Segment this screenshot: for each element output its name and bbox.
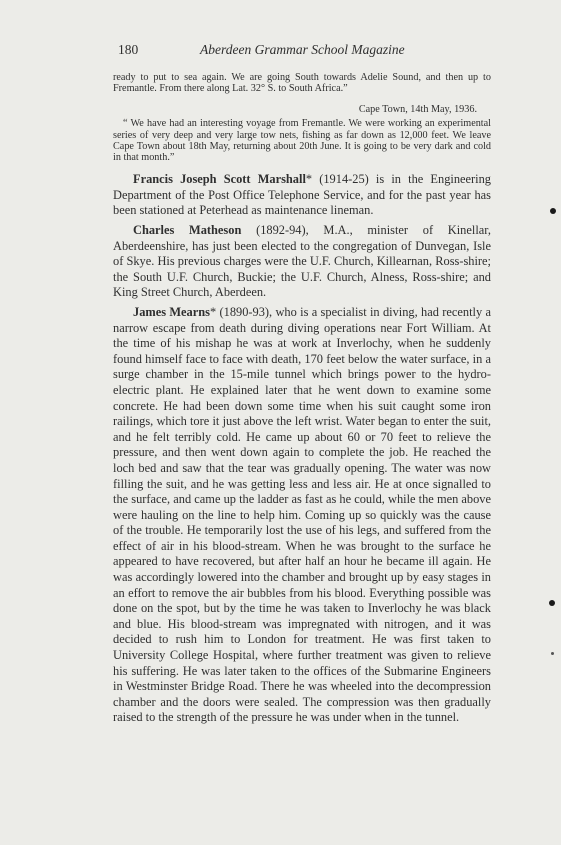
binding-hole-mark [550, 208, 556, 214]
entry-name: Francis Joseph Scott Marshall [133, 172, 306, 187]
letter-continuation: ready to put to sea again. We are going South towards Adelie Sound, and then up to Fremantle. From there along Lat. 32° S. to South Africa.” [113, 72, 491, 95]
entry-text: * (1890-93), who is a specialist in diving, had recently a narrow escape from death during diving operations near Fort William. At the time of his mishap he was at work at Inverlochy, when he suddenly found himself face to face with death, 170 feet below the water surface, in a surge chamber in the 15-mile tunnel which brings power to the hydro-electric plant. He explained later that he went down to examine some concrete. He had been down some time when his suit caught some iron railings, which tore it just above the left wrist. Water began to enter the suit, and he felt terribly cold. He came up about 60 or 70 feet to relieve the pressure, and then went down again to complete the job. He reached the loch bed and saw that the tear was gradually opening. The water was now filling the suit, and he was getting less and less air. He at once signalled to the surface, and came up the ladder as fast as he could, while the men above were hauling on the line to help him. Coming up so quickly was the cause of the trouble. He temporarily lost the use of his legs, and suffered from the effect of air in his blood-stream. When he was brought to the surface he appeared to have recovered, but after half an hour he became ill again. He was accordingly lowered into the chamber and brought up by easy stages in an effort to remove the air bubbles from his blood. Everything possible was done on the spot, but by the time he was taken to Inverlochy he was black and blue. His blood-stream was impregnated with nitrogen, and it was decided to rush him to London for treatment. He was first taken to University College Hospital, where further treatment was given to relieve his suffering. He was later taken to the offices of the Submarine Engineers in Westminster Bridge Road. There he was wheeled into the decompression chamber and the doors were sealed. The compression was then gradually raised to the strength of the pressure he was under when in the tunnel. [113, 304, 491, 725]
speck-mark [551, 652, 554, 655]
entry-name: James Mearns [133, 304, 210, 319]
entry-marshall [113, 172, 491, 219]
page-number: 180 [118, 42, 139, 57]
entry-text: * (1914-25) is in the Engineering Department of the Post Office Telephone Service, and for the past year has been stationed at Peterhead as maintenance lineman. [113, 172, 491, 218]
page-content [113, 72, 491, 726]
entry-text: (1892-94), M.A., minister of Kinellar, Aberdeenshire, has just been elected to the congregation of Dunvegan, Isle of Skye. His previous charges were the U.F. Church, Killearnan, Ross-shire; the South U.F. Church, Buckie; the U.F. Church, Alness, Ross-shire; and King Street Church, Aberdeen. [113, 223, 491, 300]
letter-body: “ We have had an interesting voyage from Fremantle. We were working an experimental series of very deep and very large tow nets, fishing as far down as 12,000 feet. We leave Cape Town about 18th May, returning about 20th June. It is going to be very dark and cold in that month.” [113, 118, 491, 164]
entry-mearns [113, 305, 491, 726]
magazine-title: Aberdeen Grammar School Magazine [200, 42, 405, 57]
binding-hole-mark [549, 600, 555, 606]
entry-name: Charles Matheson [133, 223, 242, 237]
letter-dateline: Cape Town, 14th May, 1936. [358, 104, 477, 116]
entry-matheson [113, 223, 491, 301]
